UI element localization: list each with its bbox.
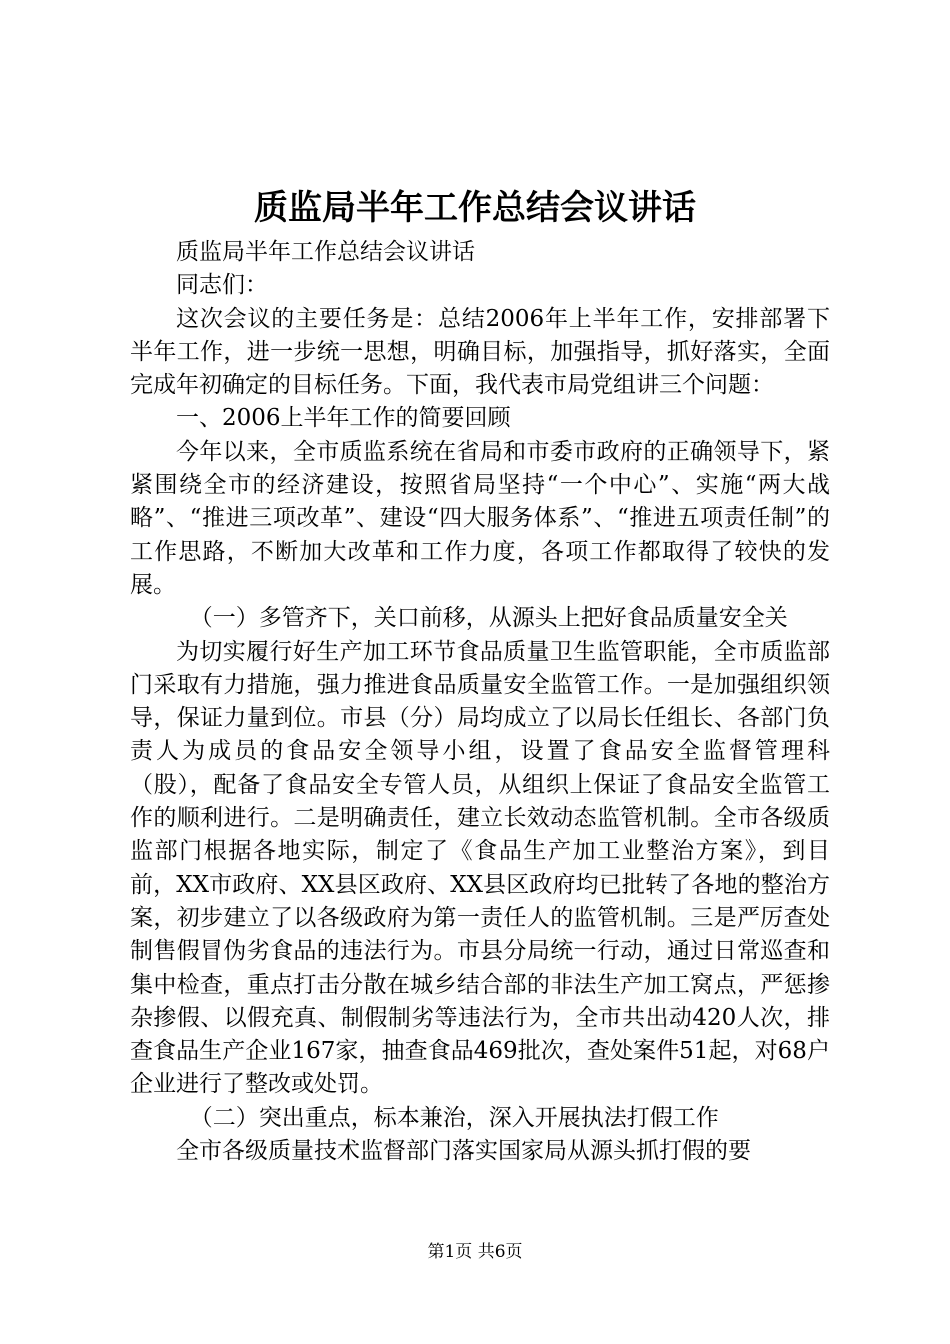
subsection-heading-2: （二）突出重点，标本兼治，深入开展执法打假工作 [189, 1104, 719, 1131]
food-safety-paragraph: 为切实履行好生产加工环节食品质量卫生监管职能，全市质监部门采取有力措施，强力推进食品质量安全监管工作。一是加强组织领导，保证力量到位。市县（分）局均成立了以局长任组长、各部门负责人为成员的食品安全领导小组，设置了食品安全监督管理科（股），配备了食品安全专管人员，从组织上保证了食品安全监管工作的顺利进行。二是明确责任，建立长效动态监管机制。全市各级质监部门根据各地实际，制定了《食品生产加工业整治方案》，到目前，XX市政府、XX县区政府、XX县区政府均已批转了各地的整治方案，初步建立了以各级政府为第一责任人的监管机制。三是严厉查处制售假冒伪劣食品的违法行为。市县分局统一行动，通过日常巡查和集中检查，重点打击分散在城乡结合部的非法生产加工窝点，严惩掺杂掺假、以假充真、制假制劣等违法行为，全市共出动420人次，排查食品生产企业167家，抽查食品469批次，查处案件51起，对68户企业进行了整改或处罚。 [130, 638, 830, 1098]
enforcement-paragraph: 全市各级质量技术监督部门落实国家局从源头抓打假的要 [176, 1138, 751, 1165]
page-footer: 第1页 共6页 [427, 1242, 523, 1262]
subtitle-paragraph: 质监局半年工作总结会议讲话 [176, 239, 475, 265]
subsection-heading-1: （一）多管齐下，关口前移，从源头上把好食品质量安全关 [189, 605, 788, 632]
section-heading-1: 一、2006上半年工作的简要回顾 [176, 405, 511, 432]
salutation-paragraph: 同志们： [176, 272, 268, 299]
document-body [130, 236, 830, 1168]
review-paragraph: 今年以来，全市质监系统在省局和市委市政府的正确领导下，紧紧围绕全市的经济建设，按照省局坚持“一个中心”、实施“两大战略”、“推进三项改革”、建设“四大服务体系”、“推进五项责任制”的工作思路，不断加大改革和工作力度，各项工作都取得了较快的发展。 [130, 438, 830, 598]
document-title: 质监局半年工作总结会议讲话 [254, 188, 696, 228]
intro-paragraph: 这次会议的主要任务是：总结2006年上半年工作，安排部署下半年工作，进一步统一思想，明确目标，加强指导，抓好落实，全面完成年初确定的目标任务。下面，我代表市局党组讲三个问题： [130, 305, 830, 399]
